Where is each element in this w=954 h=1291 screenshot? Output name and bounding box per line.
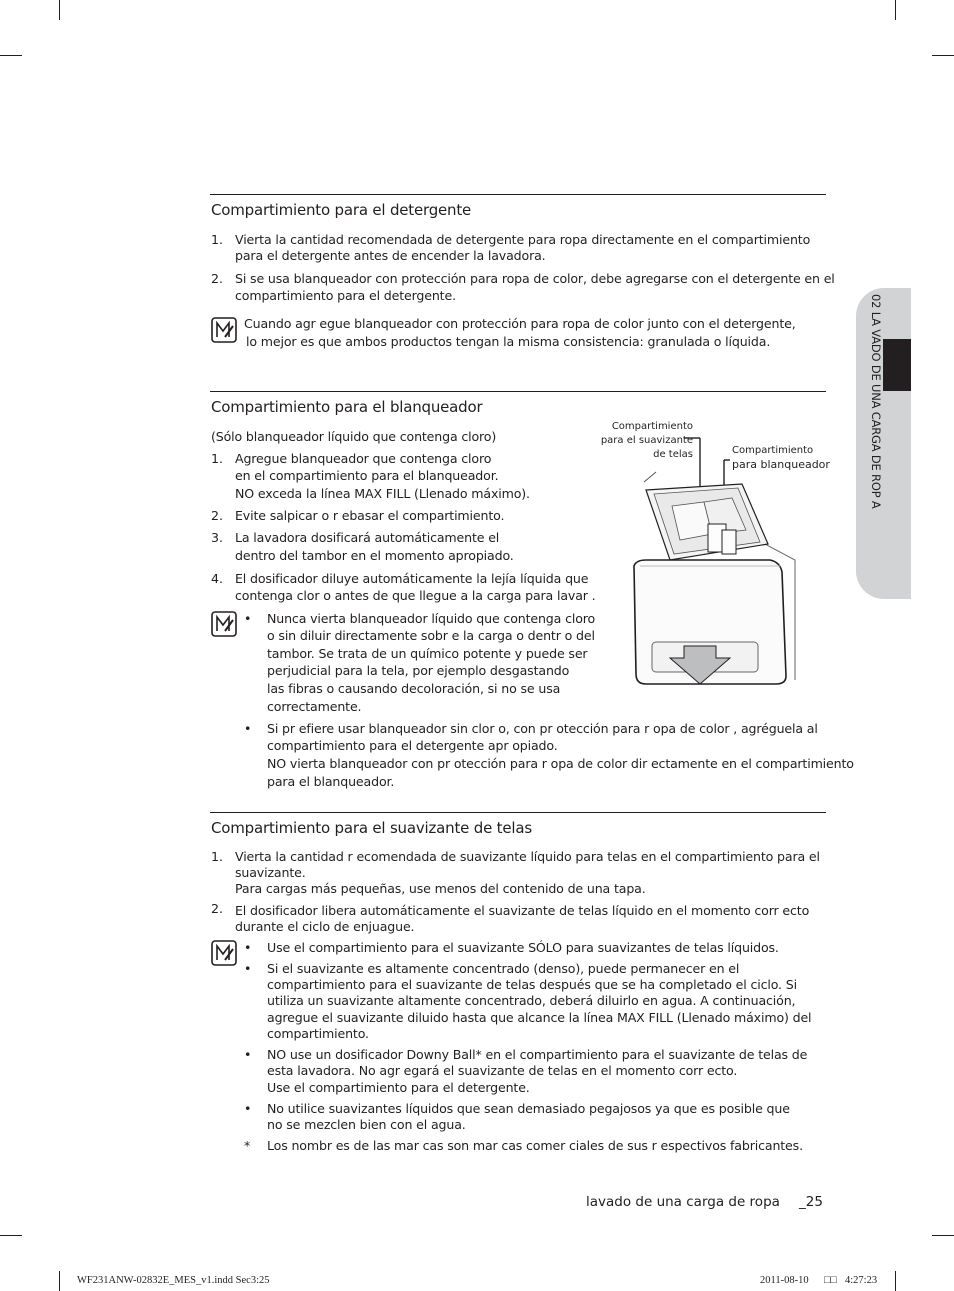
bullet-line: correctamente.: [267, 699, 362, 714]
section-rule: [210, 812, 826, 813]
running-title: lavado de una carga de ropa: [586, 1194, 780, 1210]
crop-mark: [932, 1235, 954, 1236]
bullet-line: Use el compartimiento para el detergente.: [267, 1080, 530, 1095]
note-text-line: Cuando agr egue blanqueador con protección para ropa de color junto con el detergente,: [244, 316, 796, 331]
list-item-line: Para cargas más pequeñas, use menos del contenido de una tapa.: [235, 881, 646, 896]
diagram-label-line: para blanqueador: [732, 458, 830, 471]
list-number: 1.: [211, 232, 224, 247]
bullet-mark: •: [244, 611, 252, 626]
note-icon: [211, 317, 237, 343]
crop-mark: [895, 1271, 896, 1291]
diagram-label-line: Compartimiento: [732, 445, 814, 456]
bullet-line: las fibras o causando decoloración, si no se usa: [267, 681, 561, 696]
bullet-line: compartimiento.: [267, 1026, 369, 1041]
note-icon: [211, 611, 237, 637]
list-item-line: Agregue blanqueador que contenga cloro: [235, 451, 492, 466]
bullet-line: para el blanqueador.: [267, 774, 395, 789]
list-number: 1.: [211, 849, 224, 864]
bullet-mark: •: [244, 721, 252, 736]
bullet-line: Use el compartimiento para el suavizante SÓLO para suavizantes de telas líquidos.: [267, 940, 779, 955]
list-item-line: dentro del tambor en el momento apropiado.: [235, 548, 514, 563]
note-icon: [211, 940, 237, 966]
diagram-label-line: Compartimiento: [611, 421, 693, 432]
print-slug-file: WF231ANW-02832E_MES_v1.indd Sec3:25: [77, 1275, 270, 1286]
crop-mark: [0, 1235, 22, 1236]
list-item-line: La lavadora dosificará automáticamente el: [235, 530, 500, 545]
bullet-line: utiliza un suavizante altamente concentrado, deberá diluirlo en agua. A continuación,: [267, 993, 796, 1008]
bullet-line: Nunca vierta blanqueador líquido que contenga cloro: [267, 611, 596, 626]
list-item-line: suavizante.: [235, 865, 306, 880]
bullet-line: tambor. Se trata de un químico potente y puede ser: [267, 646, 588, 661]
bullet-line: NO use un dosificador Downy Ball* en el compartimiento para el suavizante de telas de: [267, 1047, 808, 1062]
chapter-side-tab: [856, 288, 911, 599]
list-number: 2.: [211, 901, 224, 916]
footnote-mark: *: [244, 1138, 251, 1153]
diagram-label-line: de telas: [653, 449, 693, 460]
crop-mark: [59, 1271, 60, 1291]
bullet-mark: •: [244, 940, 252, 955]
diagram-label-line: para el suavizante: [600, 435, 693, 446]
list-item-line: Si se usa blanqueador con protección para ropa de color, debe agregarse con el detergente en el: [235, 271, 835, 286]
bullet-line: no se mezclen bien con el agua.: [267, 1117, 466, 1132]
bullet-line: perjudicial para la tela, por ejemplo desgastando: [267, 663, 570, 678]
list-item-line: Evite salpicar o r ebasar el compartimiento.: [235, 508, 505, 523]
list-item-line: para el detergente antes de encender la lavadora.: [235, 248, 546, 263]
bullet-line: esta lavadora. No agr egará el suavizante de telas en el momento corr ecto.: [267, 1063, 738, 1078]
footnote-line: Los nombr es de las mar cas son mar cas comer ciales de sus r espectivos fabricantes.: [267, 1138, 803, 1153]
bullet-line: Si el suavizante es altamente concentrado (denso), puede permanecer en el: [267, 961, 740, 976]
list-number: 4.: [211, 571, 224, 586]
section-title-softener: Compartimiento para el suavizante de telas: [211, 819, 532, 837]
list-number: 2.: [211, 271, 224, 286]
bullet-mark: •: [244, 961, 252, 976]
bullet-line: agregue el suavizante diluido hasta que alcance la línea MAX FILL (Llenado máximo) del: [267, 1010, 812, 1025]
crop-mark: [895, 0, 896, 20]
bullet-line: NO vierta blanqueador con pr otección para r opa de color dir ectamente en el compartimiento: [267, 756, 854, 771]
bullet-line: compartimiento para el detergente apr opiado.: [267, 738, 558, 753]
bullet-line: Si pr efiere usar blanqueador sin clor o, con pr otección para r opa de color , agréguela al: [267, 721, 818, 736]
list-item-line: El dosificador libera automáticamente el suavizante de telas líquido en el momento corr ecto: [235, 903, 810, 918]
crop-mark: [59, 0, 60, 20]
bullet-line: No utilice suavizantes líquidos que sean demasiado pegajosos ya que es posible que: [267, 1101, 790, 1116]
print-slug-boxes: □□: [824, 1275, 837, 1286]
crop-mark: [0, 55, 22, 56]
chapter-side-label: 02 LA VADO DE UNA CARGA DE ROP A: [869, 294, 883, 509]
list-item-line: contenga clor o antes de que llegue a la carga para lavar .: [235, 588, 596, 603]
bullet-mark: •: [244, 1101, 252, 1116]
print-slug-time: 4:27:23: [845, 1275, 878, 1286]
bullet-line: o sin diluir directamente sobr e la carga o dentr o del: [267, 628, 595, 643]
section-title-bleach: Compartimiento para el blanqueador: [211, 398, 483, 416]
list-item-line: El dosificador diluye automáticamente la lejía líquida que: [235, 571, 589, 586]
list-item-line: Vierta la cantidad r ecomendada de suavizante líquido para telas en el compartimiento para el: [235, 849, 820, 864]
list-number: 3.: [211, 530, 224, 545]
bullet-line: compartimiento para el suavizante de telas después que se ha completado el ciclo. Si: [267, 977, 797, 992]
chapter-side-marker: [883, 339, 911, 391]
list-item-line: NO exceda la línea MAX FILL (Llenado máximo).: [235, 486, 530, 501]
list-number: 1.: [211, 451, 224, 466]
list-number: 2.: [211, 508, 224, 523]
section-rule: [210, 391, 826, 392]
list-item-line: durante el ciclo de enjuague.: [235, 919, 415, 934]
list-item-line: Vierta la cantidad recomendada de detergente para ropa directamente en el compartimiento: [235, 232, 811, 247]
print-slug-date: 2011-08-10: [760, 1275, 809, 1286]
page-number: _25: [799, 1194, 823, 1210]
list-item-line: compartimiento para el detergente.: [235, 288, 456, 303]
section-rule: [210, 194, 826, 195]
note-text-line: lo mejor es que ambos productos tengan la misma consistencia: granulada o líquida.: [246, 334, 771, 349]
list-item-line: en el compartimiento para el blanqueador.: [235, 468, 499, 483]
section-title-detergent: Compartimiento para el detergente: [211, 201, 472, 219]
dispenser-drawer-illustration: [600, 436, 800, 688]
crop-mark: [932, 55, 954, 56]
bullet-mark: •: [244, 1047, 252, 1062]
section-intro: (Sólo blanqueador líquido que contenga cloro): [211, 429, 497, 444]
